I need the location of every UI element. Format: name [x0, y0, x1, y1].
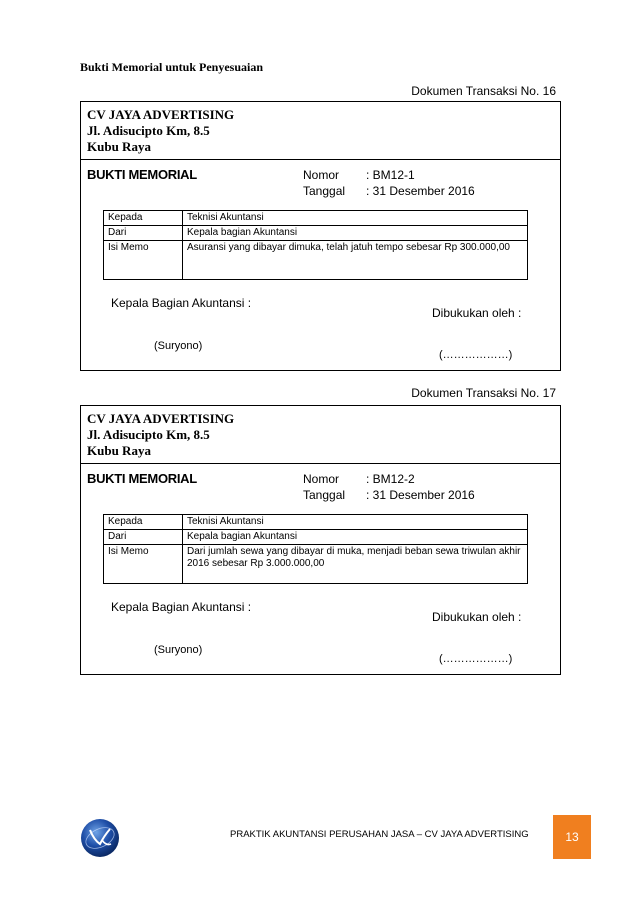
nomor-value: : BM12-2	[366, 472, 415, 486]
footer-title: PRAKTIK AKUNTANSI PERUSAHAN JASA – CV JAYA ADVERTISING	[230, 829, 529, 840]
row-value: Asuransi yang dibayar dimuka, telah jatuh tempo sebesar Rp 300.000,00	[183, 241, 528, 280]
row-value: Kepala bagian Akuntansi	[183, 530, 528, 545]
row-key: Kepada	[104, 515, 183, 530]
table-row	[104, 226, 528, 241]
company-city: Kubu Raya	[87, 139, 151, 154]
voucher-title: BUKTI MEMORIAL	[87, 167, 197, 182]
tanggal-label: Tanggal	[303, 488, 346, 502]
memorial-voucher	[80, 101, 561, 371]
company-city: Kubu Raya	[87, 443, 151, 458]
memo-table	[103, 514, 528, 584]
table-row	[104, 241, 528, 280]
signature-left-name: (Suryono)	[154, 644, 203, 656]
row-value: Teknisi Akuntansi	[183, 515, 528, 530]
publisher-logo-icon	[80, 818, 120, 858]
memorial-voucher	[80, 405, 561, 675]
signature-right-label: Dibukukan oleh :	[432, 306, 522, 320]
company-name: CV JAYA ADVERTISING	[87, 411, 235, 426]
row-key: Dari	[104, 530, 183, 545]
table-row	[104, 211, 528, 226]
table-row	[104, 530, 528, 545]
company-header	[81, 102, 560, 160]
company-address: Jl. Adisucipto Km, 8.5	[87, 427, 210, 442]
row-value: Kepala bagian Akuntansi	[183, 226, 528, 241]
row-key: Isi Memo	[104, 241, 183, 280]
company-address: Jl. Adisucipto Km, 8.5	[87, 123, 210, 138]
company-header	[81, 406, 560, 464]
voucher-body	[81, 464, 560, 674]
doc-transaction-label: Dokumen Transaksi No. 16	[411, 84, 556, 98]
voucher-body	[81, 160, 560, 370]
signature-right-name: (………………)	[439, 653, 513, 665]
company-name: CV JAYA ADVERTISING	[87, 107, 235, 122]
doc-transaction-label: Dokumen Transaksi No. 17	[411, 386, 556, 400]
row-value: Teknisi Akuntansi	[183, 211, 528, 226]
row-value: Dari jumlah sewa yang dibayar di muka, menjadi beban sewa triwulan akhir 2016 sebesar Rp 3.000.000,00	[183, 545, 528, 584]
nomor-label: Nomor	[303, 168, 340, 182]
tanggal-label: Tanggal	[303, 184, 346, 198]
tanggal-value: : 31 Desember 2016	[366, 488, 475, 502]
signature-left-label: Kepala Bagian Akuntansi :	[111, 296, 252, 310]
tanggal-value: : 31 Desember 2016	[366, 184, 475, 198]
signature-right-name: (………………)	[439, 349, 513, 361]
signature-right-label: Dibukukan oleh :	[432, 610, 522, 624]
signature-left-label: Kepala Bagian Akuntansi :	[111, 600, 252, 614]
page-heading: Bukti Memorial untuk Penyesuaian	[80, 60, 264, 74]
table-row	[104, 515, 528, 530]
row-key: Dari	[104, 226, 183, 241]
page-number: 13	[553, 815, 591, 859]
voucher-title: BUKTI MEMORIAL	[87, 471, 197, 486]
table-row	[104, 545, 528, 584]
memo-table	[103, 210, 528, 280]
nomor-value: : BM12-1	[366, 168, 415, 182]
signature-left-name: (Suryono)	[154, 340, 203, 352]
nomor-label: Nomor	[303, 472, 340, 486]
row-key: Isi Memo	[104, 545, 183, 584]
row-key: Kepada	[104, 211, 183, 226]
